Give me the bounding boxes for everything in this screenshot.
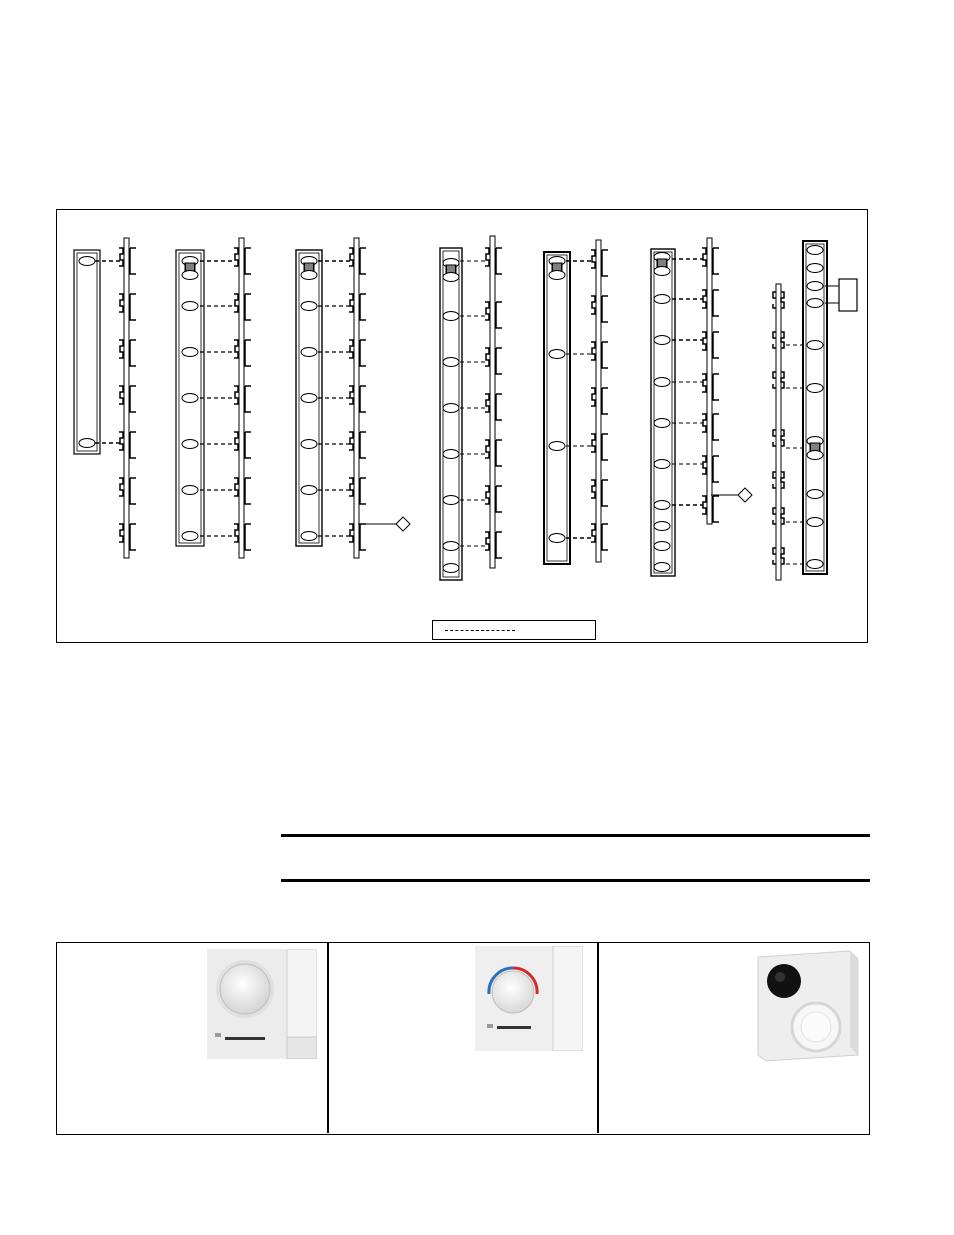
thermostat-dial-white-photo: [207, 949, 317, 1059]
terminal-clip: [119, 248, 123, 266]
screw-terminal: [654, 460, 670, 469]
terminal-bracket: [130, 386, 136, 412]
terminal-bracket: [496, 440, 502, 466]
terminal-clip: [591, 250, 595, 268]
wiring-legend: [432, 620, 596, 640]
screw-terminal: [807, 451, 823, 460]
terminal-clip: [485, 248, 489, 266]
terminal-bracket: [360, 248, 366, 274]
terminal-bracket: [245, 478, 251, 504]
screw-terminal: [807, 341, 823, 350]
screw-terminal: [443, 564, 459, 573]
terminal-bracket: [602, 480, 608, 506]
screw-terminal: [807, 264, 823, 273]
terminal-clip: [349, 478, 353, 496]
screw-terminal: [182, 486, 198, 495]
terminal-clip: [485, 440, 489, 458]
sensor-with-knob-photo: [750, 947, 860, 1065]
section-rule-top: [281, 834, 870, 837]
terminal-clip: [119, 340, 123, 358]
screw-terminal: [807, 282, 823, 291]
terminal-bracket: [360, 432, 366, 458]
terminal-bracket: [602, 434, 608, 460]
screw-terminal: [443, 273, 459, 282]
terminal-bracket: [496, 532, 502, 558]
screw-terminal: [549, 534, 565, 543]
dial-thermostat-icon: [207, 949, 317, 1059]
screw-terminal: [654, 267, 670, 276]
screw-terminal: [654, 542, 670, 551]
screw-terminal: [654, 419, 670, 428]
terminal-bar: [490, 236, 495, 568]
screw-terminal: [443, 450, 459, 459]
terminal-bracket: [130, 248, 136, 274]
terminal-bracket: [496, 302, 502, 328]
screw-terminal: [807, 518, 823, 527]
terminal-clip: [485, 532, 489, 550]
terminal-clip: [349, 294, 353, 312]
terminal-bracket: [713, 456, 719, 482]
terminal-bracket: [245, 432, 251, 458]
screw-terminal: [182, 440, 198, 449]
terminal-clip: [349, 340, 353, 358]
screw-terminal: [654, 563, 670, 572]
terminal-bracket: [360, 340, 366, 366]
terminal-clip: [119, 386, 123, 404]
terminal-bracket: [602, 524, 608, 550]
screw-terminal: [301, 532, 317, 541]
terminal-bracket: [602, 342, 608, 368]
screw-terminal: [182, 532, 198, 541]
terminal-clip: [119, 432, 123, 450]
table-divider: [327, 943, 329, 1133]
screw-terminal: [654, 522, 670, 531]
table-divider: [597, 943, 599, 1133]
terminal-bracket: [602, 388, 608, 414]
terminal-clip: [234, 294, 238, 312]
terminal-bracket: [245, 386, 251, 412]
section-rule-bottom: [281, 879, 870, 882]
screw-terminal: [301, 271, 317, 280]
screw-terminal: [182, 271, 198, 280]
terminal-bracket: [360, 478, 366, 504]
screw-terminal: [301, 440, 317, 449]
diamond-icon: [396, 517, 410, 531]
dial-thermostat-icon: [475, 946, 583, 1051]
terminal-clip: [349, 386, 353, 404]
screw-terminal: [654, 501, 670, 510]
terminal-bracket: [130, 432, 136, 458]
terminal-clip: [702, 456, 706, 474]
screw-terminal: [549, 442, 565, 451]
terminal-bracket: [602, 250, 608, 276]
terminal-clip: [485, 486, 489, 504]
screw-terminal: [807, 490, 823, 499]
terminal-clip: [234, 478, 238, 496]
terminal-clip: [234, 248, 238, 266]
terminal-bracket: [713, 496, 719, 522]
terminal-bracket: [496, 348, 502, 374]
diamond-icon: [738, 488, 752, 502]
terminal-clip: [702, 374, 706, 392]
terminal-bracket: [713, 374, 719, 400]
terminal-bar: [239, 238, 244, 558]
terminal-bracket: [245, 294, 251, 320]
terminal-clip: [119, 478, 123, 496]
terminal-bracket: [360, 294, 366, 320]
screw-terminal: [443, 496, 459, 505]
terminal-bracket: [496, 394, 502, 420]
terminal-clip: [591, 524, 595, 542]
terminal-clip: [349, 432, 353, 450]
screw-terminal: [79, 257, 95, 266]
screw-terminal: [443, 404, 459, 413]
terminal-clip: [702, 332, 706, 350]
terminal-bar: [707, 238, 712, 524]
terminal-clip: [234, 432, 238, 450]
terminal-clip: [591, 342, 595, 360]
terminal-clip: [591, 296, 595, 314]
screw-terminal: [807, 384, 823, 393]
terminal-bracket: [245, 248, 251, 274]
terminal-bar: [124, 238, 129, 558]
terminal-clip: [349, 248, 353, 266]
thermostat-dial-blue-red-photo: [475, 946, 583, 1051]
terminal-bracket: [130, 294, 136, 320]
screw-terminal: [443, 312, 459, 321]
screw-terminal: [549, 350, 565, 359]
terminal-clip: [234, 386, 238, 404]
screw-terminal: [807, 560, 823, 569]
terminal-clip: [119, 294, 123, 312]
terminal-bracket: [496, 486, 502, 512]
screw-terminal: [182, 302, 198, 311]
external-module-box: [839, 279, 857, 311]
screw-terminal: [654, 378, 670, 387]
terminal-bracket: [713, 332, 719, 358]
room-sensor-icon: [750, 947, 860, 1065]
terminal-bracket: [360, 524, 366, 550]
terminal-bracket: [713, 290, 719, 316]
terminal-panel: [544, 252, 570, 564]
terminal-bracket: [245, 524, 251, 550]
product-photo-table: [56, 942, 870, 1135]
terminal-bar: [596, 240, 601, 562]
terminal-clip: [234, 524, 238, 542]
terminal-bar: [776, 284, 781, 580]
terminal-clip: [591, 434, 595, 452]
screw-terminal: [807, 299, 823, 308]
screw-terminal: [79, 439, 95, 448]
terminal-clip: [485, 394, 489, 412]
screw-terminal: [443, 358, 459, 367]
screw-terminal: [182, 394, 198, 403]
screw-terminal: [549, 271, 565, 280]
screw-terminal: [443, 542, 459, 551]
screw-terminal: [807, 246, 823, 255]
terminal-panel: [74, 250, 100, 454]
terminal-clip: [119, 524, 123, 542]
terminal-clip: [234, 340, 238, 358]
screw-terminal: [301, 394, 317, 403]
terminal-bracket: [360, 386, 366, 412]
terminal-clip: [702, 248, 706, 266]
terminal-bracket: [130, 524, 136, 550]
terminal-bracket: [602, 296, 608, 322]
terminal-bracket: [130, 478, 136, 504]
screw-terminal: [654, 295, 670, 304]
terminal-clip: [591, 388, 595, 406]
terminal-clip: [485, 302, 489, 320]
terminal-bracket: [245, 340, 251, 366]
terminal-clip: [349, 524, 353, 542]
terminal-bracket: [496, 248, 502, 274]
terminal-bracket: [713, 248, 719, 274]
screw-terminal: [301, 486, 317, 495]
terminal-clip: [591, 480, 595, 498]
screw-terminal: [301, 348, 317, 357]
screw-terminal: [654, 336, 670, 345]
terminal-bar: [354, 238, 359, 558]
screw-terminal: [182, 348, 198, 357]
dashed-line-icon: [445, 630, 515, 631]
terminal-bracket: [713, 414, 719, 440]
screw-terminal: [301, 302, 317, 311]
terminal-bracket: [130, 340, 136, 366]
terminal-clip: [485, 348, 489, 366]
